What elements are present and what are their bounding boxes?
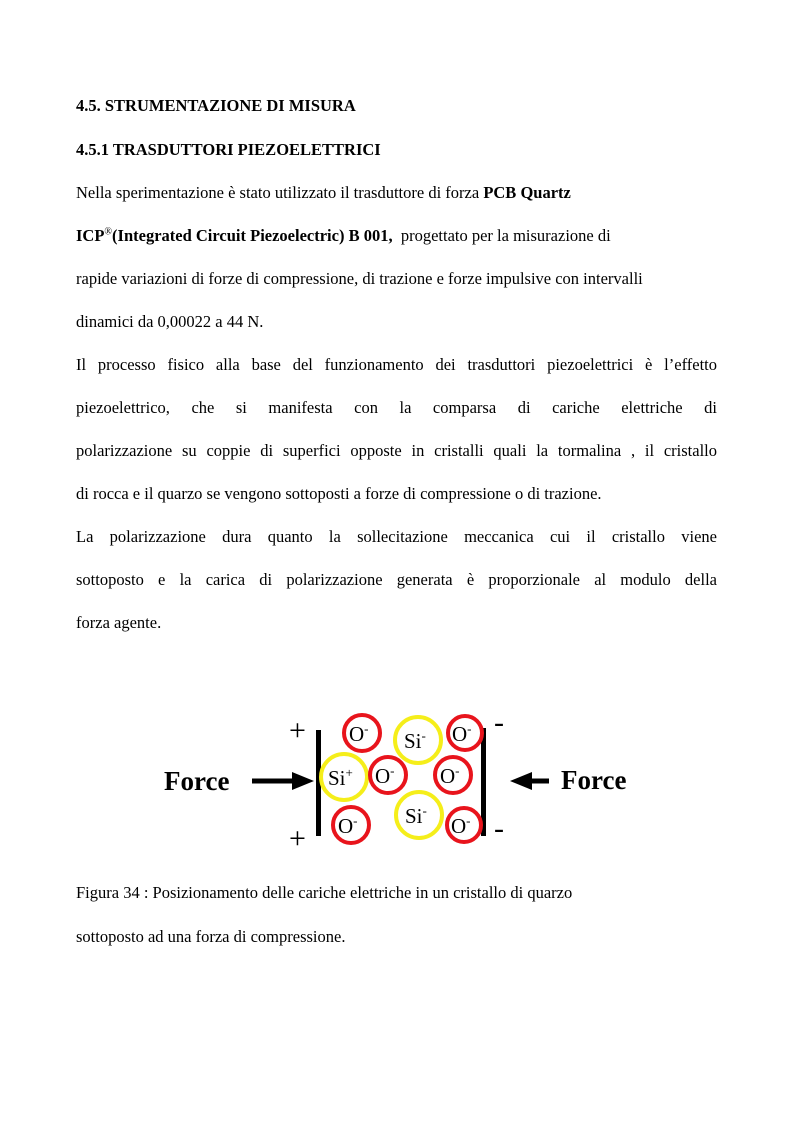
minus-sign-top: - bbox=[494, 706, 504, 739]
para1-model: (Integrated Circuit Piezoelectric) B 001, bbox=[112, 226, 393, 245]
minus-sign-bottom: - bbox=[494, 812, 504, 845]
silicon-label-top: Si- bbox=[404, 728, 426, 753]
para3-line2: sottoposto e la carica di polarizzazione generata è proporzionale al modulo della bbox=[76, 570, 717, 589]
plus-sign-top: + bbox=[289, 714, 306, 747]
force-label-left: Force bbox=[164, 766, 230, 796]
para2-line1: Il processo fisico alla base del funzionamento dei trasduttori piezoelettrici è l’effetto bbox=[76, 355, 717, 374]
para2-line4: di rocca e il quarzo se vengono sottoposti a forze di compressione o di trazione. bbox=[76, 484, 602, 503]
oxygen-label-3: O- bbox=[375, 763, 395, 788]
para3-line3: forza agente. bbox=[76, 613, 162, 632]
para1-icp: ICP bbox=[76, 226, 105, 245]
figure-caption-line1: Figura 34 : Posizionamento delle cariche elettriche in un cristallo di quarzo bbox=[76, 883, 573, 902]
oxygen-label-6: O- bbox=[451, 813, 471, 838]
para1-line3: rapide variazioni di forze di compressione, di trazione e forze impulsive con intervalli bbox=[76, 269, 643, 288]
silicon-label-left: Si+ bbox=[328, 765, 353, 790]
quartz-crystal-figure bbox=[150, 700, 650, 860]
figure-caption-line2: sottoposto ad una forza di compressione. bbox=[76, 927, 346, 946]
para1-line4: dinamici da 0,00022 a 44 N. bbox=[76, 312, 264, 331]
para1-line2 bbox=[76, 226, 717, 246]
para1-line2-text: progettato per la misurazione di bbox=[392, 226, 611, 245]
silicon-label-bottom: Si- bbox=[405, 803, 427, 828]
arrow-head-left bbox=[292, 772, 314, 790]
para2-line3: polarizzazione su coppie di superfici opposte in cristalli quali la tormalina , il cristallo bbox=[76, 441, 717, 460]
oxygen-label-5: O- bbox=[338, 813, 358, 838]
force-label-right: Force bbox=[561, 765, 627, 795]
plus-sign-bottom: + bbox=[289, 822, 306, 855]
oxygen-label-1: O- bbox=[349, 721, 369, 746]
quartz-diagram bbox=[150, 700, 650, 860]
para1-line1-bold: PCB Quartz bbox=[483, 183, 571, 202]
oxygen-label-4: O- bbox=[440, 763, 460, 788]
registered-mark: ® bbox=[104, 226, 113, 238]
para3-line1: La polarizzazione dura quanto la sollecitazione meccanica cui il cristallo viene bbox=[76, 527, 717, 546]
oxygen-label-2: O- bbox=[452, 721, 472, 746]
subsection-heading: 4.5.1 TRASDUTTORI PIEZOELETTRICI bbox=[76, 140, 381, 159]
para2-line2: piezoelettrico, che si manifesta con la comparsa di cariche elettriche di bbox=[76, 398, 717, 417]
section-heading: 4.5. STRUMENTAZIONE DI MISURA bbox=[76, 96, 356, 115]
para1-line1 bbox=[76, 183, 717, 203]
para1-line1-text: Nella sperimentazione è stato utilizzato il trasduttore di forza bbox=[76, 183, 484, 202]
